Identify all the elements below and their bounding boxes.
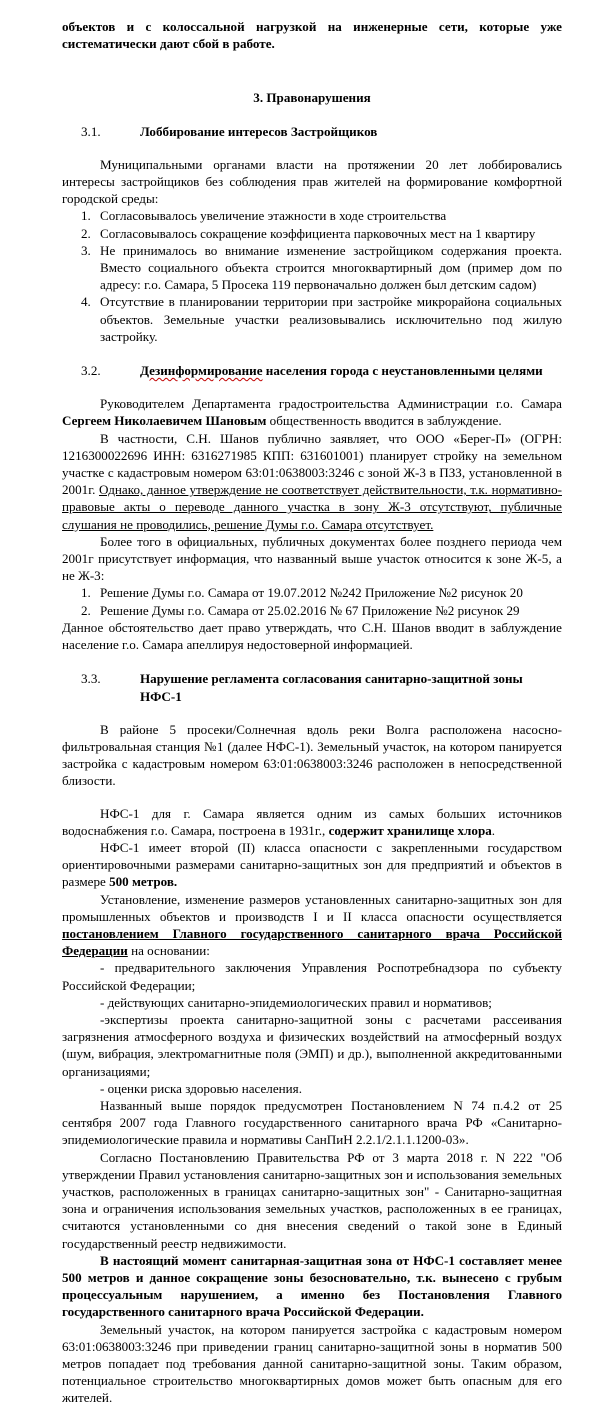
list-item: 4. Отсутствие в планировании территории при застройке микрорайона социальных объектов. Земельные участки реализовывались исключительно под жилую застройку. xyxy=(81,294,562,344)
section-3-heading: 3. Правонарушения xyxy=(253,90,371,106)
list-item: 2. Согласовывалось сокращение коэффициента парковочных мест на 1 квартиру xyxy=(81,225,536,241)
paragraph-current-state: В настоящий момент санитарная-защитная зона от НФС-1 составляет менее 500 метров и данное сокращение зоны безосновательно, т.к. вынесено с грубым процессуальным нарушением, а именно без Постановления Главного государственного санитарного врача Российской Федерации. xyxy=(62,1252,562,1320)
subsection-3-3-heading xyxy=(62,670,562,704)
paragraph-disinformation: Руководителем Департамента градостроительства Администрации г.о. Самара Сергеем Николаевичем Шановым общественность вводится в заблуждение. xyxy=(62,396,562,429)
lobbying-list xyxy=(62,207,562,345)
intro-paragraph: объектов и с колоссальной нагрузкой на инженерные сети, которые уже систематически дают сбой в работе. xyxy=(62,19,562,52)
bullet-item: - действующих санитарно-эпидемиологических правил и нормативов; xyxy=(100,994,492,1010)
paragraph-land-plot: Земельный участок, на котором панируется застройка с кадастровым номером 63:01:0638003:3246 при приведении границ санитарно-защитной зоны в норматив 500 метров попадает под требования данной санитарно-защитной зоны. Таким образом, потенциальное строительство многоквартирных домов может быть опасным для его жителей. xyxy=(62,1321,562,1406)
paragraph-regulation: Установление, изменение размеров установленных санитарно-защитных зон для промышленных объектов и производств I и II класса опасности осуществляется постановлением Главного государственного санитарного врача Российской Федерации на основании: xyxy=(62,891,562,959)
list-item: 1. Решение Думы г.о. Самара от 19.07.2012 №242 Приложение №2 рисунок 20 xyxy=(81,585,523,601)
subsection-3-2-heading xyxy=(62,362,562,379)
paragraph-conclusion: Данное обстоятельство дает право утверждать, что С.Н. Шанов вводит в заблуждение население г.о. Самара апеллируя недостоверной информацией. xyxy=(62,619,562,653)
paragraph-government-decree: Согласно Постановлению Правительства РФ от 3 марта 2018 г. N 222 "Об утверждении Правил установления санитарно-защитных зон и использования земельных участков, расположенных в границах санитарно-защитных зон" - Санитарно-защитная зона и ограничения использования земельных участков, расположенных в ее границах, считаются установленными со дня внесения сведений о такой зоне в Единый государственный реестр недвижимости. xyxy=(62,1149,562,1251)
paragraph-procedure: Названный выше порядок предусмотрен Постановлением N 74 п.4.2 от 25 сентября 2007 года Главного государственного санитарного врача РФ «Санитарно-эпидемиологические правила и нормативы СанПиН 2.2.1/2.1.1.1200-03». xyxy=(62,1097,562,1148)
subsection-3-1-heading xyxy=(62,123,562,140)
subsection-number: 3.1. xyxy=(81,123,101,139)
decree-reference: постановлением Главного государственного санитарного врача Российской Федерации xyxy=(62,925,562,959)
paragraph-lobbying: Муниципальными органами власти на протяжении 20 лет лоббировались интересы застройщиков без соблюдения прав жителей на формирование комфортной городской среды: xyxy=(62,156,562,207)
paragraph-zone: Более того в официальных, публичных документах более позднего периода чем 2001г присутствует информация, что названный выше участок относится к зоне Ж-5, а не Ж-3: xyxy=(62,533,562,584)
underlined-statement: Однако, данное утверждение не соответствует действительности, т.к. нормативно-правовые акты о переводе данного участка в зону Ж-3 отсутствуют, публичные слушания не проводились, решение Думы г.о. Самара отсутствует. xyxy=(62,482,562,532)
paragraph-claim: В частности, С.Н. Шанов публично заявляет, что ООО «Берег-П» (ОГРН: 1216300022696 ИНН: 6316271985 КПП: 631601001) планирует стройку на земельном участке с кадастровым номером 63:01:0638003:3246 с зоной Ж-3 в ПЗЗ, установленной в 2001г. Однако, данное утверждение не соответствует действительности, т.к. нормативно-правовые акты о переводе данного участка в зону Ж-3 отсутствуют, публичные слушания не проводились, решение Думы г.о. Самара отсутствует. xyxy=(62,430,562,532)
list-item: 1. Согласовывалось увеличение этажности в ходе строительства xyxy=(81,208,447,224)
subsection-title-part: Дезинформирование xyxy=(140,363,263,379)
subsection-title: Нарушение регламента согласования санитарно-защитной зоны НФС-1 xyxy=(140,671,523,704)
paragraph-hazard-class: НФС-1 имеет второй (II) класса опасности с закрепленными государством ориентировочными размерами санитарно-защитных зон для предприятий и объектов в размере 500 метров. xyxy=(62,839,562,890)
document-body xyxy=(62,18,562,1407)
bullet-item: - предварительного заключения Управления Роспотребнадзора по субъекту Российской Федерации; xyxy=(62,960,562,993)
subsection-number: 3.3. xyxy=(81,671,101,687)
list-item: 2. Решение Думы г.о. Самара от 25.02.2016 № 67 Приложение №2 рисунок 29 xyxy=(81,602,520,618)
subsection-number: 3.2. xyxy=(81,363,101,379)
subsection-title: Лоббирование интересов Застройщиков xyxy=(140,123,378,139)
official-name: Сергеем Николаевичем Шановым xyxy=(62,413,267,429)
paragraph-water-supply: НФС-1 для г. Самара является одним из самых больших источников водоснабжения г.о. Самара, построена в 1931г., содержит хранилище хлора. xyxy=(62,805,562,838)
list-item: 3. Не принималось во внимание изменение застройщиком содержания проекта. Вместо социального объекта строится многоквартирный дом (пример дом по адресу: г.о. Самара, 5 Просека 119 первоначально должен был детским садом) xyxy=(81,242,562,293)
bullet-item: - оценки риска здоровью населения. xyxy=(100,1080,302,1096)
paragraph-station: В районе 5 просеки/Солнечная вдоль реки Волга расположена насосно-фильтровальная станция №1 (далее НФС-1). Земельный участок, на котором панируется застройка с кадастровым номером 63:01:0638003:3246 расположен в непосредственной близости. xyxy=(62,721,562,789)
bullet-item: -экспертизы проекта санитарно-защитной зоны с расчетами рассеивания загрязнения атмосферного воздуха и физических воздействий на атмосферный воздух (шум, вибрация, электромагнитные поля (ЭМП) и др.), выполненной аккредитованными организациями; xyxy=(62,1011,562,1079)
subsection-title-part: населения города с неустановленными целями xyxy=(262,363,543,379)
duma-decisions-list xyxy=(62,584,562,618)
